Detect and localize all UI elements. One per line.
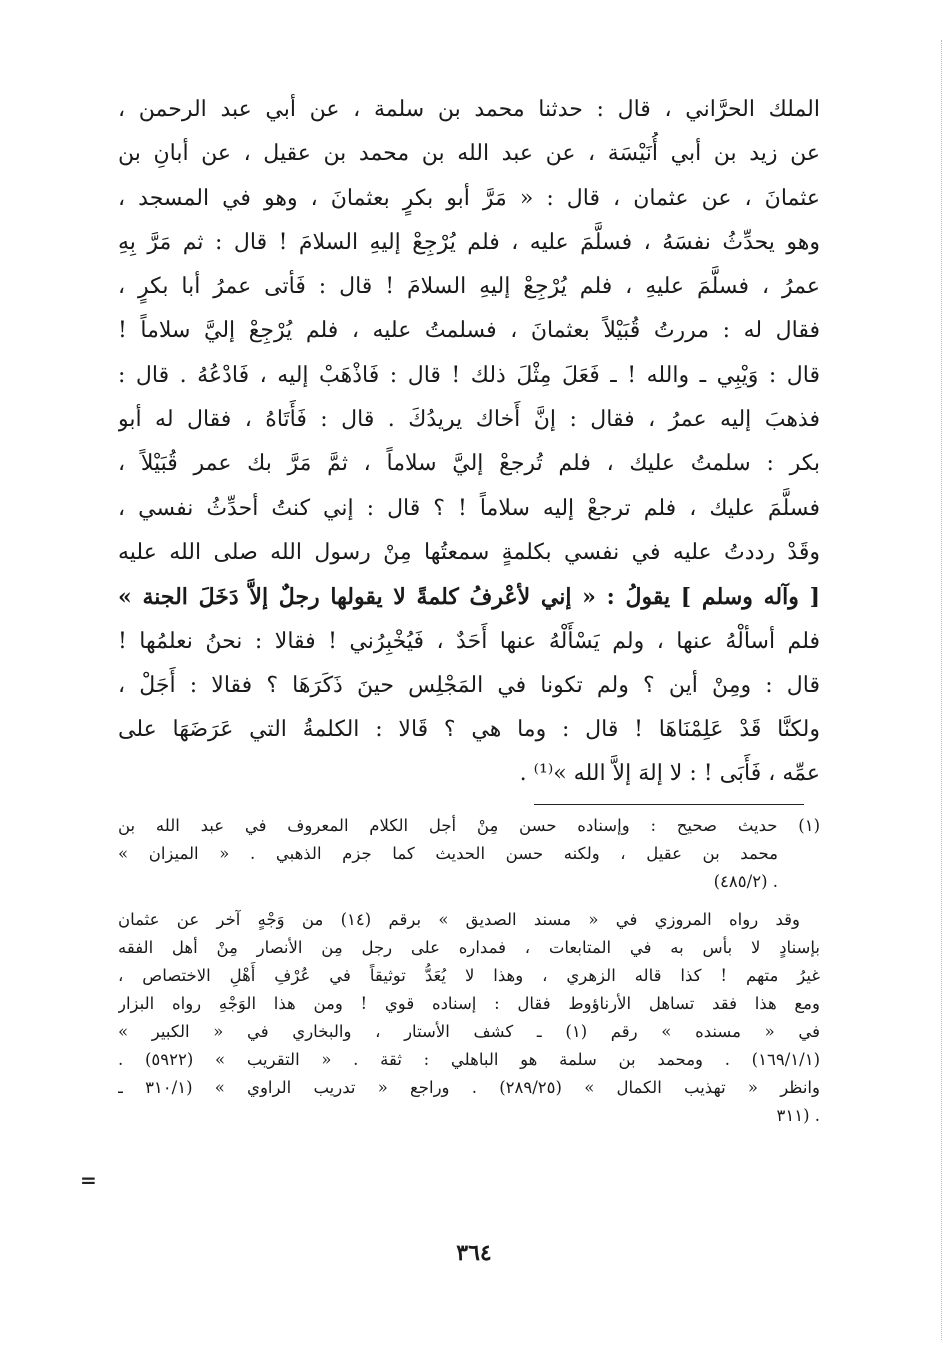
text-line: عمِّه ، فَأَبَى ! : لا إلهَ إلاَّ الله »⁽¹⁾ .	[519, 761, 820, 787]
text-line: قال : ومِنْ أين ؟ ولم تكونا في المَجْلِس حينَ ذَكَرَهَا ؟ فقالا : أَجَلْ ،	[118, 672, 820, 698]
text-line: فقال له : مررتُ قُبَيْلاً بعثمانَ ، فسلمتُ عليه ، فلم يُرْجِعْ إليَّ سلاماً !	[118, 318, 820, 344]
footnote-line: في « مسنده » رقم (١) ـ كشف الأستار ، والبخاري في « الكبير »	[118, 1022, 820, 1041]
footnote-line: . (٣١١	[776, 1106, 820, 1125]
footnote-line: محمد بن عقيل ، ولكنه حسن الحديث كما جزم الذهبي . « الميزان »	[118, 844, 778, 863]
footnotes	[118, 812, 820, 1140]
footnote-separator	[534, 804, 804, 805]
footnote-line: ومع هذا فقد تساهل الأرناؤوط فقال : إسناده قوي ! ومن هذا الوَجْهِ رواه البزار	[118, 994, 820, 1013]
footnote-line: بإسنادٍ لا بأس به في المتابعات ، فمداره على رجل مِن الأنصار مِنْ أهل الفقه	[118, 938, 820, 957]
main-text	[118, 88, 820, 797]
footnote-1	[118, 812, 820, 896]
text-line-hadith-quote: [ وآله وسلم ] يقولُ : « إني لأعْرفُ كلمةً لا يقولها رجلٌ إلاَّ دَخَلَ الجنة »	[118, 584, 820, 611]
text-line: ولكنَّا قَدْ عَلِمْنَاهَا ! قال : وما هي ؟ قَالا : الكلمةُ التي عَرَضَهَا على	[118, 717, 820, 743]
text-line: عمرُ ، فسلَّمَ عليهِ ، فلم يُرْجِعْ إليهِ السلامَ ! قال : فَأتى عمرُ أبا بكرٍ ،	[118, 274, 820, 300]
text-line: بكر : سلمتُ عليك ، فلم تُرجعْ إليَّ سلاماً ، ثمَّ مَرَّ بك عمر قُبَيْلاً ،	[118, 451, 820, 477]
text-line: الملك الحرَّاني ، قال : حدثنا محمد بن سلمة ، عن أبي عبد الرحمن ،	[118, 97, 820, 122]
text-line: فذهبَ إليه عمرُ ، فقال : إنَّ أَخاك يريدُكَ . قال : فَأَتَاهُ ، فقال له أبو	[118, 407, 820, 433]
text-line: وهو يحدِّثُ نفسَهُ ، فسلَّمَ عليه ، فلم يُرْجِعْ إليهِ السلامَ ! قال : ثم مَرَّ بِهِ	[118, 229, 820, 255]
page-edge-line	[941, 40, 942, 1340]
footnote-line: وانظر « تهذيب الكمال » (٢٨٩/٢٥) . وراجع « تدريب الراوي » (٣١٠/١ ـ	[118, 1078, 820, 1097]
text-line: عن زيد بن أبي أُنَيْسَة ، عن عبد الله بن محمد بن عقيل ، عن أبانِ بن	[118, 141, 820, 167]
footnote-line: (١٦٩/١/١) . ومحمد بن سلمة هو الباهلي : ثقة . « التقريب » (٥٩٢٢) .	[118, 1050, 820, 1069]
text-line: فلم أسألْهُ عنها ، ولم يَسْأَلْهُ عنها أَحَدٌ ، فَيُخْبِرُني ! فقالا : نحنُ نعلمُها !	[118, 628, 820, 654]
footnote-line: (١) حديث صحيح : وإسناده حسن مِنْ أجل الكلام المعروف في عبد الله بن	[118, 816, 820, 835]
text-line: قال : وَيْبِي ـ والله ! ـ فَعَلَ مِثْلَ ذلك ! قال : فَاذْهَبْ إليه ، فَادْعُهُ . قال :	[118, 362, 820, 388]
text-line: عثمانَ ، عن عثمان ، قال : « مَرَّ أبو بكرٍ بعثمانَ ، وهو في المسجد ،	[118, 185, 820, 211]
footnote-line: وقد رواه المروزي في « مسند الصديق » برقم (١٤) من وَجْهٍ آخر عن عثمان	[118, 910, 800, 929]
page-number: ٣٦٤	[456, 1240, 492, 1266]
text-line: فسلَّمَ عليك ، فلم ترجعْ إليه سلاماً ! ؟ قال : إني كنتُ أحدِّثُ نفسي ،	[118, 495, 820, 521]
text-line: وقَدْ رددتُ عليه في نفسي بكلمةٍ سمعتُها مِنْ رسول الله صلى الله عليه	[118, 539, 820, 565]
continuation-mark: =	[80, 1168, 97, 1192]
footnote-line: غيرُ متهم ! كذا قاله الزهري ، وهذا لا يُعَدُّ توثيقاً في عُرْفِ أَهْلِ الاختصاص ،	[118, 966, 820, 985]
footnote-1-continued	[118, 906, 820, 1130]
footnote-line: . (٤٨٥/٢)	[713, 872, 778, 891]
